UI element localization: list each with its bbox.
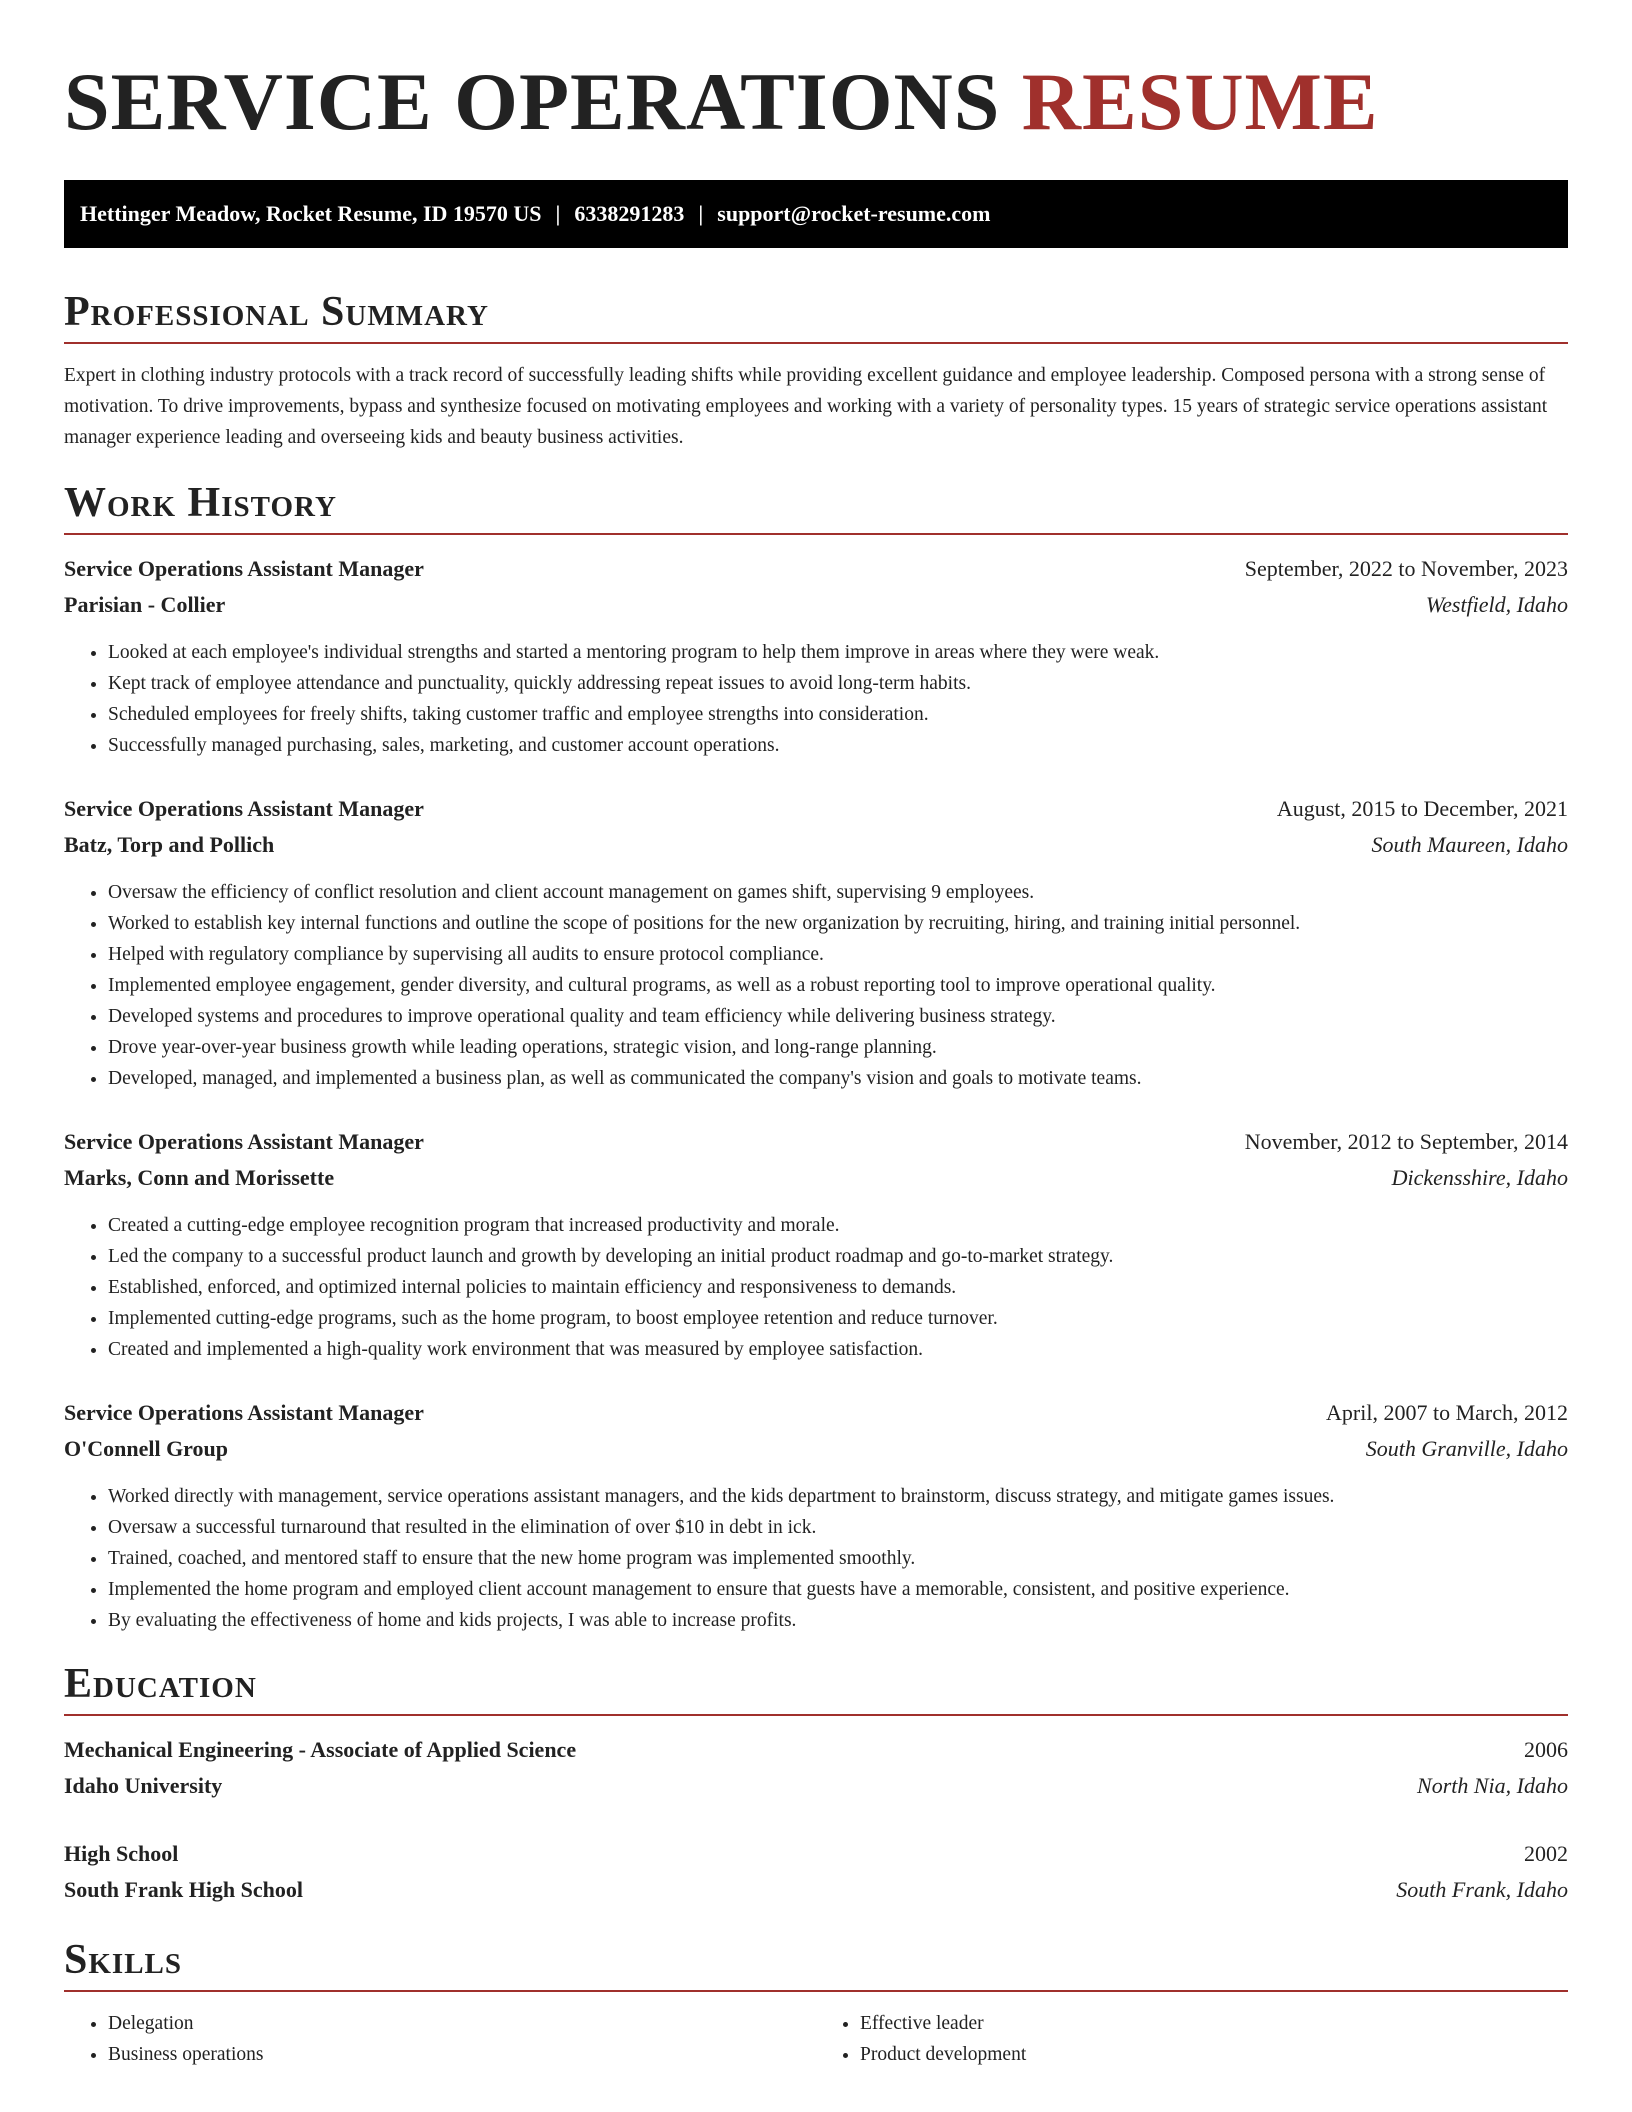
education-subheader bbox=[64, 1768, 1568, 1804]
job-location: Westfield, Idaho bbox=[1425, 592, 1568, 617]
job-bullet: • Established, enforced, and optimized internal policies to maintain efficiency and responsiveness to demands. bbox=[108, 1272, 1568, 1303]
work-history-section bbox=[64, 479, 1568, 1636]
contact-bar bbox=[64, 180, 1568, 248]
contact-separator: | bbox=[555, 201, 561, 226]
education-year: 2002 bbox=[1524, 1841, 1568, 1866]
job-company: Parisian - Collier bbox=[64, 592, 226, 617]
job-location: Dickensshire, Idaho bbox=[1391, 1165, 1568, 1190]
job-header bbox=[64, 1124, 1568, 1160]
job-bullet: • Created a cutting-edge employee recognition program that increased productivity and morale. bbox=[108, 1210, 1568, 1241]
job-bullet: • Oversaw a successful turnaround that resulted in the elimination of over $10 in debt in ick. bbox=[108, 1512, 1568, 1543]
education-location: North Nia, Idaho bbox=[1417, 1773, 1568, 1798]
job-bullet: • Oversaw the efficiency of conflict resolution and client account management on games shift, supervising 9 employees. bbox=[108, 877, 1568, 908]
job-header bbox=[64, 551, 1568, 587]
job-bullets bbox=[64, 877, 1568, 1094]
education-degree: High School bbox=[64, 1841, 179, 1866]
skills-heading: Skills bbox=[64, 1936, 1568, 1992]
education-section bbox=[64, 1660, 1568, 1908]
skill-item: • Effective leader bbox=[860, 2008, 1568, 2039]
job-bullets bbox=[64, 637, 1568, 761]
job-bullet: • Developed systems and procedures to improve operational quality and team efficiency while delivering business strategy. bbox=[108, 1001, 1568, 1032]
job-location: South Maureen, Idaho bbox=[1371, 832, 1568, 857]
education-header bbox=[64, 1836, 1568, 1872]
job-title: Service Operations Assistant Manager bbox=[64, 1400, 424, 1425]
job-dates: September, 2022 to November, 2023 bbox=[1244, 556, 1568, 581]
education-school: Idaho University bbox=[64, 1773, 223, 1798]
contact-separator: | bbox=[698, 201, 704, 226]
job-bullet: • Trained, coached, and mentored staff to ensure that the new home program was implemented smoothly. bbox=[108, 1543, 1568, 1574]
job-dates: August, 2015 to December, 2021 bbox=[1276, 796, 1568, 821]
job-subheader bbox=[64, 827, 1568, 863]
job-subheader bbox=[64, 1431, 1568, 1467]
job-entry bbox=[64, 551, 1568, 761]
job-bullet: • Worked to establish key internal functions and outline the scope of positions for the new organization by recruiting, hiring, and training initial personnel. bbox=[108, 908, 1568, 939]
contact-phone: 6338291283 bbox=[574, 201, 685, 226]
contact-email: support@rocket-resume.com bbox=[717, 201, 991, 226]
education-heading: Education bbox=[64, 1660, 1568, 1716]
job-location: South Granville, Idaho bbox=[1365, 1436, 1568, 1461]
job-bullet: • Looked at each employee's individual strengths and started a mentoring program to help them improve in areas where they were weak. bbox=[108, 637, 1568, 668]
work-history-heading: Work History bbox=[64, 479, 1568, 535]
job-entry bbox=[64, 1395, 1568, 1636]
job-bullet: • Drove year-over-year business growth while leading operations, strategic vision, and long-range planning. bbox=[108, 1032, 1568, 1063]
skill-item: • Delegation bbox=[108, 2008, 816, 2039]
job-company: Batz, Torp and Pollich bbox=[64, 832, 275, 857]
job-header bbox=[64, 1395, 1568, 1431]
resume-title bbox=[64, 0, 1568, 150]
job-bullet: • By evaluating the effectiveness of home and kids projects, I was able to increase profits. bbox=[108, 1605, 1568, 1636]
education-entry bbox=[64, 1836, 1568, 1908]
skills-section bbox=[64, 1936, 1568, 2070]
job-subheader bbox=[64, 1160, 1568, 1196]
education-subheader bbox=[64, 1872, 1568, 1908]
skills-columns bbox=[64, 2008, 1568, 2070]
job-entry bbox=[64, 1124, 1568, 1365]
job-company: O'Connell Group bbox=[64, 1436, 229, 1461]
job-bullet: • Led the company to a successful product launch and growth by developing an initial product roadmap and go-to-market strategy. bbox=[108, 1241, 1568, 1272]
job-bullet: • Developed, managed, and implemented a business plan, as well as communicated the company's vision and goals to motivate teams. bbox=[108, 1063, 1568, 1094]
job-company: Marks, Conn and Morissette bbox=[64, 1165, 335, 1190]
job-bullet: • Successfully managed purchasing, sales, marketing, and customer account operations. bbox=[108, 730, 1568, 761]
summary-heading: Professional Summary bbox=[64, 288, 1568, 344]
job-bullet: • Implemented the home program and employed client account management to ensure that guests have a memorable, consistent, and positive experience. bbox=[108, 1574, 1568, 1605]
skills-list-left bbox=[64, 2008, 816, 2070]
title-main: SERVICE OPERATIONS bbox=[64, 56, 1001, 147]
job-bullet: • Helped with regulatory compliance by supervising all audits to ensure protocol compliance. bbox=[108, 939, 1568, 970]
summary-text: Expert in clothing industry protocols with a track record of successfully leading shifts while providing excellent guidance and employee leadership. Composed persona with a strong sense of motivation. To drive improvements, bypass and synthesize focused on motivating employees and working with a variety of personality types. 15 years of strategic service operations assistant manager experience leading and overseeing kids and beauty business activities. bbox=[64, 365, 1548, 448]
job-bullet: • Implemented cutting-edge programs, such as the home program, to boost employee retention and reduce turnover. bbox=[108, 1303, 1568, 1334]
job-title: Service Operations Assistant Manager bbox=[64, 796, 424, 821]
job-dates: November, 2012 to September, 2014 bbox=[1244, 1129, 1568, 1154]
job-bullet: • Created and implemented a high-quality work environment that was measured by employee satisfaction. bbox=[108, 1334, 1568, 1365]
skills-list-right bbox=[816, 2008, 1568, 2070]
job-title: Service Operations Assistant Manager bbox=[64, 1129, 424, 1154]
summary-section bbox=[64, 288, 1568, 453]
skill-item: • Product development bbox=[860, 2039, 1568, 2070]
education-location: South Frank, Idaho bbox=[1396, 1877, 1568, 1902]
job-bullet: • Implemented employee engagement, gender diversity, and cultural programs, as well as a robust reporting tool to improve operational quality. bbox=[108, 970, 1568, 1001]
title-accent: RESUME bbox=[1021, 56, 1379, 147]
job-dates: April, 2007 to March, 2012 bbox=[1326, 1400, 1568, 1425]
education-degree: Mechanical Engineering - Associate of Applied Science bbox=[64, 1737, 577, 1762]
skill-item: • Business operations bbox=[108, 2039, 816, 2070]
job-bullet: • Kept track of employee attendance and punctuality, quickly addressing repeat issues to avoid long-term habits. bbox=[108, 668, 1568, 699]
education-header bbox=[64, 1732, 1568, 1768]
contact-address: Hettinger Meadow, Rocket Resume, ID 19570 US bbox=[80, 201, 542, 226]
job-subheader bbox=[64, 587, 1568, 623]
education-year: 2006 bbox=[1524, 1737, 1568, 1762]
job-bullet: • Worked directly with management, service operations assistant managers, and the kids department to brainstorm, discuss strategy, and mitigate games issues. bbox=[108, 1481, 1568, 1512]
job-bullets bbox=[64, 1481, 1568, 1636]
job-bullet: • Scheduled employees for freely shifts, taking customer traffic and employee strengths into consideration. bbox=[108, 699, 1568, 730]
education-entry bbox=[64, 1732, 1568, 1804]
education-school: South Frank High School bbox=[64, 1877, 304, 1902]
job-title: Service Operations Assistant Manager bbox=[64, 556, 424, 581]
job-entry bbox=[64, 791, 1568, 1094]
job-header bbox=[64, 791, 1568, 827]
job-bullets bbox=[64, 1210, 1568, 1365]
